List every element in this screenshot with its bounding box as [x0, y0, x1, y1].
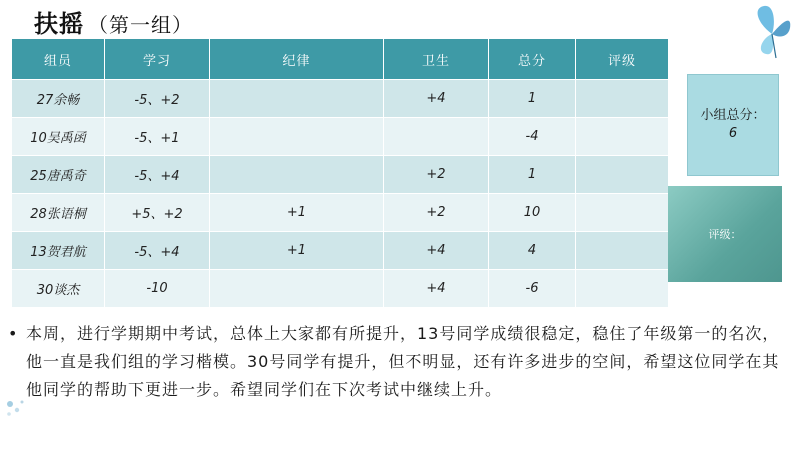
- dots-decoration-icon: [4, 396, 34, 420]
- comment-text: 本周，进行学期期中考试，总体上大家都有所提升，13号同学成绩很稳定，稳住了年级第一的名次，他一直是我们组的学习楷模。30号同学有提升，但不明显，还有许多进步的空间，希望这位同学在其他同学的帮助下更进一步。希望同学们在下次考试中继续上升。: [26, 324, 780, 399]
- cell-total: 4: [489, 232, 576, 270]
- header-study: 学习: [105, 39, 210, 80]
- cell-grade: [576, 80, 669, 118]
- butterfly-icon: [748, 4, 792, 60]
- cell-discipline: [210, 80, 384, 118]
- cell-hygiene: +4: [384, 232, 489, 270]
- cell-member: 10吴禹函: [12, 118, 105, 156]
- cell-discipline: +1: [210, 194, 384, 232]
- title-sub: （第一组）: [88, 13, 193, 37]
- header-member: 组员: [12, 39, 105, 80]
- cell-hygiene: +4: [384, 270, 489, 308]
- cell-member: 28张语桐: [12, 194, 105, 232]
- group-total-value: 6: [728, 126, 738, 141]
- grade-box: [668, 186, 782, 282]
- cell-hygiene: [384, 118, 489, 156]
- cell-grade: [576, 156, 669, 194]
- bullet-icon: •: [8, 324, 19, 343]
- header-grade: 评级: [576, 39, 669, 80]
- cell-total: 10: [489, 194, 576, 232]
- header-hygiene: 卫生: [384, 39, 489, 80]
- cell-discipline: [210, 156, 384, 194]
- cell-hygiene: +2: [384, 194, 489, 232]
- cell-hygiene: +2: [384, 156, 489, 194]
- cell-grade: [576, 194, 669, 232]
- table-row: [12, 80, 669, 118]
- table-row: [12, 118, 669, 156]
- cell-total: 1: [489, 80, 576, 118]
- page-title: [34, 4, 193, 38]
- cell-total: -6: [489, 270, 576, 308]
- comment-paragraph: [8, 320, 790, 404]
- group-total-box: [687, 74, 779, 176]
- table-row: [12, 194, 669, 232]
- title-main: 扶摇: [34, 9, 84, 38]
- cell-total: -4: [489, 118, 576, 156]
- cell-study: -5、+4: [105, 232, 210, 270]
- cell-member: 27余畅: [12, 80, 105, 118]
- cell-grade: [576, 118, 669, 156]
- group-total-label: 小组总分：: [700, 108, 766, 123]
- cell-discipline: [210, 118, 384, 156]
- cell-discipline: [210, 270, 384, 308]
- table-row: [12, 270, 669, 308]
- cell-hygiene: +4: [384, 80, 489, 118]
- grade-label: 评级：: [708, 228, 742, 241]
- header-discipline: 纪律: [210, 39, 384, 80]
- cell-study: -5、+1: [105, 118, 210, 156]
- table-header-row: [12, 39, 669, 80]
- cell-grade: [576, 270, 669, 308]
- cell-grade: [576, 232, 669, 270]
- cell-study: +5、+2: [105, 194, 210, 232]
- table-row: [12, 232, 669, 270]
- cell-member: 13贺君航: [12, 232, 105, 270]
- cell-total: 1: [489, 156, 576, 194]
- cell-discipline: +1: [210, 232, 384, 270]
- cell-study: -10: [105, 270, 210, 308]
- cell-study: -5、+2: [105, 80, 210, 118]
- cell-study: -5、+4: [105, 156, 210, 194]
- header-total: 总分: [489, 39, 576, 80]
- table-row: [12, 156, 669, 194]
- cell-member: 30谈杰: [12, 270, 105, 308]
- cell-member: 25唐禹奇: [12, 156, 105, 194]
- score-table: [11, 38, 669, 308]
